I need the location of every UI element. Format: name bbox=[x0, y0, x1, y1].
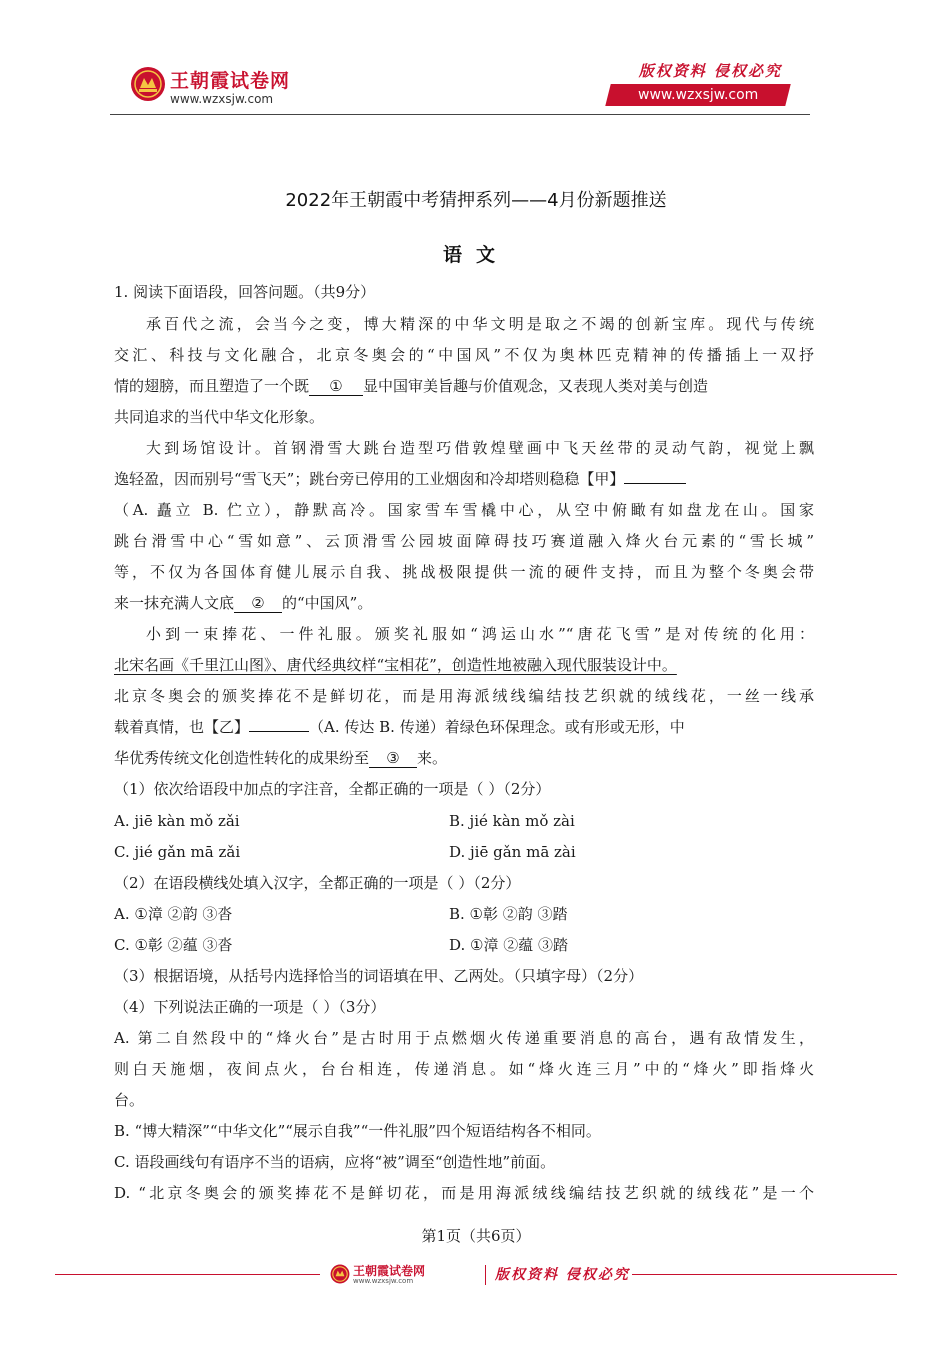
blank-3: ③ bbox=[369, 749, 417, 768]
option-c: C. ①彰 ②蕴 ③沓 bbox=[114, 936, 233, 954]
option-d: D. ①漳 ②蕴 ③踏 bbox=[449, 936, 569, 954]
option-row bbox=[114, 934, 814, 956]
paragraph-line bbox=[114, 747, 814, 769]
option-c: C. 语段画线句有语序不当的语病，应将“被”调至“创造性地”前面。 bbox=[114, 1153, 556, 1171]
paragraph-line: 大到场馆设计。首钢滑雪大跳台造型巧借敦煌壁画中飞天丝带的灵动气韵，视觉上飘 bbox=[146, 439, 814, 457]
logo-title: 王朝霞试卷网 bbox=[170, 70, 291, 92]
url-badge-text: www.wzxsjw.com bbox=[637, 87, 759, 103]
question-stem: 1. 阅读下面语段，回答问题。（共9分） bbox=[114, 283, 376, 301]
logo-url: www.wzxsjw.com bbox=[170, 92, 274, 106]
option-a: A. jiē kàn mǒ zǎi bbox=[114, 812, 240, 830]
option-a: A. 第二自然段中的“烽火台”是古时用于点燃烟火传递重要消息的高台，遇有敌情发生， bbox=[114, 1029, 814, 1047]
sub-question-3: （3）根据语境，从括号内选择恰当的词语填在甲、乙两处。（只填字母）（2分） bbox=[114, 967, 644, 985]
page-header bbox=[110, 58, 810, 118]
option-a: A. ①漳 ②韵 ③沓 bbox=[114, 905, 233, 923]
url-badge bbox=[605, 84, 790, 106]
footer-logo bbox=[330, 1262, 480, 1288]
paragraph-line: 北京冬奥会的颁奖捧花不是鲜切花，而是用海派绒线编结技艺织就的绒线花，一丝一线承 bbox=[114, 687, 814, 705]
footer-logo-title: 王朝霞试卷网 bbox=[353, 1264, 426, 1278]
document-title: 2022年王朝霞中考猜押系列——4月份新题推送 bbox=[285, 190, 667, 211]
subject-title: 语文 bbox=[442, 244, 509, 266]
text-segment: 逸轻盈，因而别号“雪飞天”；跳台旁已停用的工业烟囱和冷却塔则稳稳【甲】 bbox=[114, 470, 625, 488]
paragraph-line: 承百代之流，会当今之变，博大精深的中华文明是取之不竭的创新宝库。现代与传统 bbox=[146, 315, 814, 333]
footer-rule-right bbox=[632, 1274, 897, 1275]
blank-jia bbox=[624, 483, 686, 484]
text-segment: 来。 bbox=[417, 749, 448, 767]
page-number: 第1页（共6页） bbox=[421, 1227, 531, 1245]
paragraph-line bbox=[114, 716, 814, 738]
text-segment: 载着真情，也【乙】 bbox=[114, 718, 250, 736]
option-d: D. jiē gǎn mā zài bbox=[449, 843, 576, 861]
option-row bbox=[114, 903, 814, 925]
seal-logo-icon bbox=[330, 1264, 350, 1284]
option-b: B. “博大精深”“中华文化”“展示自我”“一件礼服”四个短语结构各不相同。 bbox=[114, 1122, 601, 1140]
blank-2: ② bbox=[234, 594, 282, 613]
header-divider bbox=[110, 114, 810, 115]
sub-question-4: （4）下列说法正确的一项是（ ）（3分） bbox=[114, 998, 386, 1016]
page-footer bbox=[55, 1262, 897, 1288]
footer-rule-left bbox=[55, 1274, 320, 1275]
option-b: B. ①彰 ②韵 ③踏 bbox=[449, 905, 568, 923]
footer-copyright: 版权资料 侵权必究 bbox=[495, 1267, 630, 1283]
paragraph-line bbox=[114, 375, 814, 397]
paragraph-line: 跳台滑雪中心“雪如意”、云顶滑雪公园坡面障碍技巧赛道融入烽火台元素的“雪长城” bbox=[114, 532, 814, 550]
option-c: C. jié gǎn mā zǎi bbox=[114, 843, 241, 861]
text-segment: 来一抹充满人文底 bbox=[114, 594, 235, 612]
copyright-notice: 版权资料 侵权必究 bbox=[638, 62, 782, 80]
paragraph-line: 小到一束捧花、一件礼服。颁奖礼服如“鸿运山水”“唐花飞雪”是对传统的化用： bbox=[146, 625, 814, 643]
text-segment: 的“中国风”。 bbox=[282, 594, 373, 612]
paragraph-line: （A. 矗立 B. 伫立），静默高冷。国家雪车雪橇中心，从空中俯瞰有如盘龙在山。国家 bbox=[114, 501, 814, 519]
paragraph-line: 等，不仅为各国体育健儿展示自我、挑战极限提供一流的硬件支持，而且为整个冬奥会带 bbox=[114, 563, 814, 581]
text-segment: 情的翅膀，而且塑造了一个既 bbox=[114, 377, 310, 395]
paragraph-line bbox=[114, 468, 814, 490]
paragraph-line: 共同追求的当代中华文化形象。 bbox=[114, 408, 325, 426]
site-logo bbox=[130, 64, 330, 114]
underlined-sentence: 北宋名画《千里江山图》、唐代经典纹样“宝相花”，创造性地被融入现代服装设计中。 bbox=[114, 656, 677, 674]
option-b: B. jié kàn mǒ zài bbox=[449, 812, 575, 830]
blank-yi bbox=[249, 731, 309, 732]
blank-1: ① bbox=[309, 377, 363, 396]
paragraph-line: 交汇、科技与文化融合，北京冬奥会的“中国风”不仅为奥林匹克精神的传播插上一双抒 bbox=[114, 346, 814, 364]
seal-logo-icon bbox=[130, 66, 166, 102]
option-a-cont: 则白天施烟，夜间点火，台台相连，传递消息。如“烽火连三月”中的“烽火”即指烽火 bbox=[114, 1060, 814, 1078]
footer-logo-url: www.wzxsjw.com bbox=[353, 1277, 414, 1285]
option-d: D. “北京冬奥会的颁奖捧花不是鲜切花，而是用海派绒线编结技艺织就的绒线花”是一个 bbox=[114, 1184, 814, 1202]
paragraph-line bbox=[114, 592, 814, 614]
option-row bbox=[114, 810, 814, 832]
option-row bbox=[114, 841, 814, 863]
text-segment: 显中国审美旨趣与价值观念，又表现人类对美与创造 bbox=[363, 377, 709, 395]
sub-question-2: （2）在语段横线处填入汉字，全都正确的一项是（ ）（2分） bbox=[114, 874, 521, 892]
text-segment: （A. 传达 B. 传递）着绿色环保理念。或有形或无形，中 bbox=[309, 718, 685, 736]
sub-question-1: （1）依次给语段中加点的字注音，全都正确的一项是（ ）（2分） bbox=[114, 780, 551, 798]
option-a-cont: 台。 bbox=[114, 1091, 145, 1109]
text-segment: 华优秀传统文化创造性转化的成果纷至 bbox=[114, 749, 370, 767]
footer-divider bbox=[485, 1265, 486, 1285]
